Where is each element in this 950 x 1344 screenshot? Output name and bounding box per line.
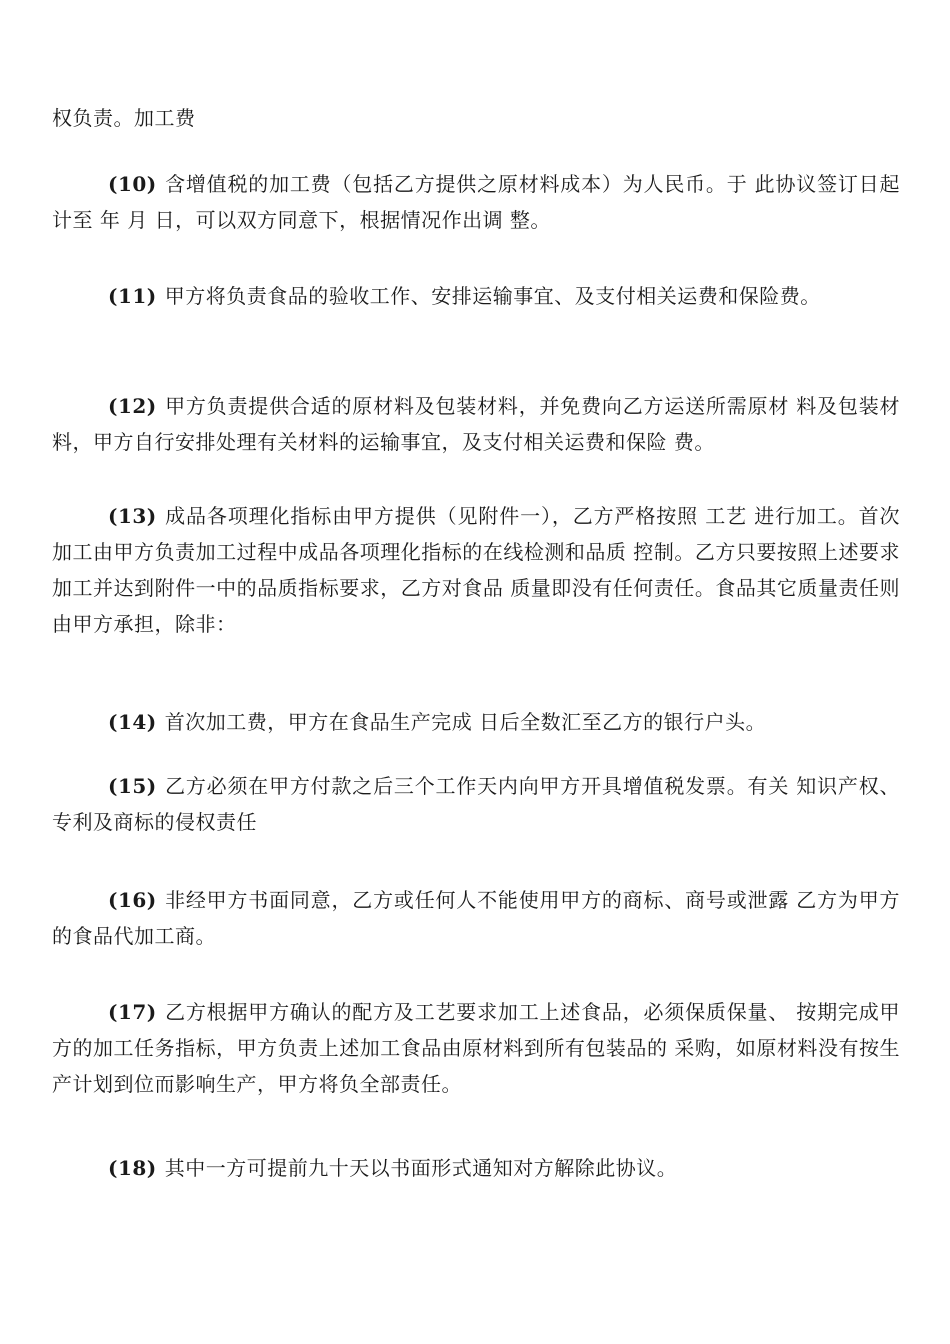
clause-number: (18) (108, 1156, 157, 1180)
clause-text: 乙方根据甲方确认的配方及工艺要求加工上述食品，必须保质保量、 按期完成甲方的加工任务指标，甲方负责上述加工食品由原材料到所有包装品的 采购，如原材料没有按生产计划到位而影响生产，甲方将负全部责任。 (52, 1000, 900, 1096)
clause-number: (17) (108, 1000, 157, 1024)
clause-number: (16) (108, 888, 157, 912)
clause-text: 其中一方可提前九十天以书面形式通知对方解除此协议。 (164, 1156, 678, 1180)
clause-17 (52, 994, 900, 1102)
clause-12 (52, 388, 900, 460)
clause-text: 非经甲方书面同意，乙方或任何人不能使用甲方的商标、商号或泄露 乙方为甲方的食品代加工商。 (52, 888, 900, 948)
clause-10 (52, 166, 900, 238)
clause-number: (12) (108, 394, 157, 418)
clause-text: 甲方负责提供合适的原材料及包装材料，并免费向乙方运送所需原材 料及包装材料，甲方自行安排处理有关材料的运输事宜，及支付相关运费和保险 费。 (52, 394, 900, 454)
clause-number: (11) (108, 284, 157, 308)
clause-text: 含增值税的加工费（包括乙方提供之原材料成本）为人民币。于 此协议签订日起计至 年 月 日，可以双方同意下，根据情况作出调 整。 (52, 172, 900, 232)
clause-14 (52, 704, 900, 740)
clause-text: 甲方将负责食品的验收工作、安排运输事宜、及支付相关运费和保险费。 (164, 284, 821, 308)
clause-text: 乙方必须在甲方付款之后三个工作天内向甲方开具增值税发票。有关 知识产权、专利及商标的侵权责任 (52, 774, 900, 834)
clause-text: 成品各项理化指标由甲方提供（见附件一），乙方严格按照 工艺 进行加工。首次加工由甲方负责加工过程中成品各项理化指标的在线检测和品质 控制。乙方只要按照上述要求加工并达到附件一中的品质指标要求，乙方对食品 质量即没有任何责任。食品其它质量责任则由甲方承担，除非： (52, 504, 900, 636)
clause-number: (15) (108, 774, 157, 798)
clause-11 (52, 278, 900, 314)
clause-number: (14) (108, 710, 157, 734)
clause-text: 首次加工费，甲方在食品生产完成 日后全数汇至乙方的银行户头。 (164, 710, 767, 734)
clause-15 (52, 768, 900, 840)
clause-16 (52, 882, 900, 954)
clause-number: (13) (108, 504, 157, 528)
clause-18 (52, 1150, 900, 1186)
clause-13 (52, 498, 900, 642)
intro-text: 权负责。加工费 (52, 106, 196, 130)
clause-number: (10) (108, 172, 157, 196)
